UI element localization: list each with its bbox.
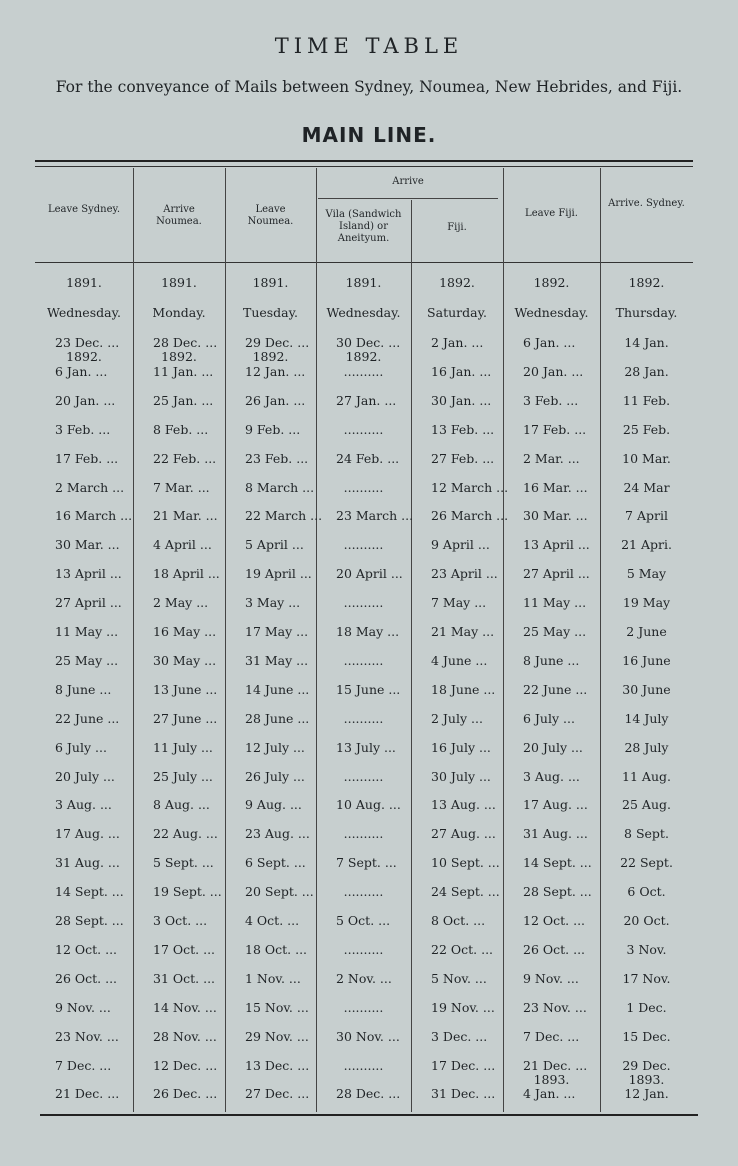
table-cell: 25 Feb. xyxy=(622,421,671,437)
table-cell: 2 June xyxy=(626,624,667,639)
table-cell: 3 Dec. ... xyxy=(431,1028,488,1044)
table-cell: 11 May ... xyxy=(55,624,119,639)
table-cell: 31 Dec. ... xyxy=(431,1086,496,1102)
year-break-1892: 1892. xyxy=(161,349,197,364)
table-cell: 30 June xyxy=(622,681,671,697)
day-heading: Monday. xyxy=(152,305,206,320)
table-cell: 24 Feb. ... xyxy=(336,450,400,466)
year-break-1892: 1892. xyxy=(66,349,102,364)
table-cell: 23 Dec. ... xyxy=(55,335,120,350)
table-cell: 6 July ... xyxy=(55,739,107,755)
table-cell: 10 Aug. ... xyxy=(336,797,401,813)
table-cell: 28 July xyxy=(624,739,669,755)
table-cell: 20 Jan. ... xyxy=(55,392,116,408)
table-cell: 29 Nov. ... xyxy=(245,1028,309,1044)
table-cell: 13 June ... xyxy=(153,681,218,697)
table-cell: 26 Dec. ... xyxy=(153,1086,218,1102)
top-thin-rule xyxy=(35,166,693,167)
table-cell: 17 Dec. ... xyxy=(431,1057,496,1073)
table-cell: 18 April ... xyxy=(153,566,220,582)
table-cell: 3 Feb. ... xyxy=(523,392,579,408)
table-cell: 25 Jan. ... xyxy=(153,392,214,408)
table-cell: 17 May ... xyxy=(245,624,309,639)
year-heading: 1892. xyxy=(628,275,665,290)
table-cell: 8 March ... xyxy=(245,479,315,495)
table-cell: 5 May xyxy=(626,566,667,582)
table-cell: 26 Jan. ... xyxy=(245,392,306,408)
table-cell: 18 May ... xyxy=(336,624,400,639)
table-cell: 24 Sept. ... xyxy=(431,884,500,900)
table-cell: 9 Nov. ... xyxy=(55,999,111,1015)
table-cell: 12 March ... xyxy=(431,479,509,495)
table-cell: 14 Jan. xyxy=(624,335,669,350)
table-cell: 31 Aug. ... xyxy=(523,826,588,842)
table-cell: 16 May ... xyxy=(153,624,217,639)
table-cell: 13 Aug. ... xyxy=(431,797,496,813)
table-cell: 9 April ... xyxy=(431,537,490,553)
table-cell: 8 Oct. ... xyxy=(431,913,486,928)
table-cell: 11 Aug. xyxy=(622,768,671,784)
table-cell: 31 May ... xyxy=(245,652,309,668)
table-cell: 9 Nov. ... xyxy=(523,970,579,986)
table-cell: 7 Dec. ... xyxy=(55,1057,112,1073)
table-cell: 19 May xyxy=(622,595,671,611)
table-cell: 1 Dec. xyxy=(626,999,667,1015)
table-cell: .......... xyxy=(343,884,384,900)
table-cell: .......... xyxy=(343,826,384,842)
table-cell: .......... xyxy=(343,479,384,495)
table-cell: 28 Dec. ... xyxy=(153,335,218,350)
table-cell: 15 Nov. ... xyxy=(245,999,309,1015)
table-cell: 22 Sept. xyxy=(620,855,673,871)
table-cell: 31 Aug. ... xyxy=(55,855,120,871)
year-break-1893: 1893. xyxy=(533,1071,570,1087)
table-cell: .......... xyxy=(343,421,384,437)
table-cell: 17 Aug. ... xyxy=(523,797,588,813)
table-cell: 7 Mar. ... xyxy=(153,479,210,495)
table-cell: 17 Feb. ... xyxy=(523,421,587,437)
table-cell: 12 Jan. ... xyxy=(245,363,306,379)
table-cell: 7 Sept. ... xyxy=(336,855,397,871)
table-cell: 23 March ... xyxy=(336,508,414,524)
table-cell: 19 Sept. ... xyxy=(153,884,222,900)
table-cell: 16 Jan. ... xyxy=(431,363,492,379)
table-cell: 30 Dec. ... xyxy=(336,335,401,350)
table-cell: 9 Feb. ... xyxy=(245,421,301,437)
table-cell: 20 July ... xyxy=(523,739,583,755)
table-cell: 17 Aug. ... xyxy=(55,826,120,842)
table-cell: 5 Oct. ... xyxy=(336,913,391,928)
table-cell: 31 Oct. ... xyxy=(153,970,216,986)
table-cell: 2 July ... xyxy=(431,710,483,726)
column-header-c1: Arrive Noumea. xyxy=(156,204,202,227)
year-heading: 1892. xyxy=(439,275,475,290)
table-cell: 30 July ... xyxy=(431,768,491,784)
table-cell: 25 May ... xyxy=(55,652,119,668)
table-cell: 22 Feb. ... xyxy=(153,450,217,466)
table-cell: 3 Nov. xyxy=(626,941,667,957)
table-cell: 5 April ... xyxy=(245,537,304,553)
table-cell: 7 Dec. ... xyxy=(523,1028,580,1044)
table-cell: 21 May ... xyxy=(431,624,495,639)
table-cell: 8 Sept. xyxy=(624,826,669,842)
year-heading: 1891. xyxy=(66,275,102,290)
table-cell: 18 June ... xyxy=(431,681,496,697)
table-cell: 11 Feb. xyxy=(622,392,671,408)
table-cell: 29 Dec. xyxy=(622,1057,671,1073)
table-cell: 2 Nov. ... xyxy=(336,970,392,986)
table-cell: 23 April ... xyxy=(431,566,498,582)
table-cell: 3 Aug. ... xyxy=(523,768,580,784)
table-cell: 30 Mar. ... xyxy=(523,508,588,524)
table-cell: 13 April ... xyxy=(523,537,590,553)
table-cell: 21 Dec. ... xyxy=(523,1057,588,1073)
table-cell: 15 June ... xyxy=(336,681,401,697)
table-cell: .......... xyxy=(343,537,384,553)
table-cell: 4 Oct. ... xyxy=(245,913,300,928)
table-cell: 11 Jan. ... xyxy=(153,363,214,379)
table-cell: 13 Feb. ... xyxy=(431,421,495,437)
table-cell: 17 Feb. ... xyxy=(55,450,119,466)
table-cell: 2 March ... xyxy=(55,479,125,495)
table-cell: 28 Sept. ... xyxy=(523,884,592,900)
table-cell: 23 Feb. ... xyxy=(245,450,309,466)
table-cell: 8 June ... xyxy=(55,681,112,697)
table-cell: 3 May ... xyxy=(245,595,301,611)
section-title: MAIN LINE. xyxy=(301,123,437,147)
table-cell: 27 April ... xyxy=(523,566,590,582)
table-cell: 10 Sept. ... xyxy=(431,855,500,871)
table-cell: 7 May ... xyxy=(431,595,487,611)
table-cell: 9 Aug. ... xyxy=(245,797,302,813)
table-cell: 16 March ... xyxy=(55,508,133,524)
table-cell: 15 Dec. xyxy=(622,1028,671,1044)
page-title: TIME TABLE xyxy=(274,34,464,58)
table-cell: 6 Oct. xyxy=(627,884,666,900)
table-cell: 4 Jan. ... xyxy=(523,1086,576,1102)
table-cell: 21 Mar. ... xyxy=(153,508,218,524)
table-cell: 3 Aug. ... xyxy=(55,797,112,813)
table-cell: 28 Dec. ... xyxy=(336,1086,401,1102)
table-cell: 13 July ... xyxy=(336,739,396,755)
table-cell: 12 Jan. xyxy=(624,1086,669,1102)
table-cell: 14 Sept. ... xyxy=(55,884,124,900)
table-cell: 27 Dec. ... xyxy=(245,1086,310,1102)
column-header-c4: Fiji. xyxy=(447,222,467,233)
table-cell: 8 June ... xyxy=(523,652,580,668)
year-break-1893: 1893. xyxy=(628,1071,665,1087)
table-cell: 10 Mar. xyxy=(622,450,671,466)
table-cell: 14 Nov. ... xyxy=(153,999,217,1015)
year-heading: 1891. xyxy=(345,275,382,290)
table-cell: 3 Oct. ... xyxy=(153,913,208,928)
table-cell: 23 Aug. ... xyxy=(245,826,310,842)
table-cell: 2 Mar. ... xyxy=(523,450,580,466)
table-cell: 27 Feb. ... xyxy=(431,450,495,466)
table-cell: 12 July ... xyxy=(245,739,305,755)
table-cell: 23 Nov. ... xyxy=(523,999,587,1015)
year-break-1892: 1892. xyxy=(252,349,289,364)
top-rule xyxy=(35,160,693,162)
column-header-c5: Leave Fiji. xyxy=(525,208,578,219)
table-cell: 30 May ... xyxy=(153,652,217,668)
table-cell: 8 Feb. ... xyxy=(153,421,209,437)
bottom-rule xyxy=(40,1114,698,1116)
column-header-c0: Leave Sydney. xyxy=(47,204,121,215)
table-cell: 22 Aug. ... xyxy=(153,826,218,842)
table-cell: 7 April xyxy=(625,508,668,524)
day-heading: Thursday. xyxy=(615,305,678,320)
day-heading: Wednesday. xyxy=(47,305,121,320)
table-cell: 26 Oct. ... xyxy=(523,941,586,957)
table-cell: .......... xyxy=(343,363,384,379)
table-cell: 25 July ... xyxy=(153,768,213,784)
table-cell: 24 Mar xyxy=(623,479,670,495)
table-cell: 17 Nov. xyxy=(622,970,671,986)
table-cell: 25 Aug. xyxy=(622,797,671,813)
table-cell: 22 June ... xyxy=(55,710,120,726)
table-cell: 17 Oct. ... xyxy=(153,941,216,957)
table-cell: 28 Jan. xyxy=(624,363,669,379)
table-cell: .......... xyxy=(343,1057,384,1073)
table-cell: 18 Oct. ... xyxy=(245,941,308,957)
table-cell: 22 June ... xyxy=(523,681,588,697)
table-cell: 30 Mar. ... xyxy=(55,537,120,553)
year-heading: 1891. xyxy=(161,275,197,290)
table-cell: 12 Oct. ... xyxy=(523,913,586,928)
table-cell: 8 Aug. ... xyxy=(153,797,210,813)
table-cell: 21 Dec. ... xyxy=(55,1086,120,1102)
day-heading: Wednesday. xyxy=(514,305,589,320)
year-heading: 1891. xyxy=(252,275,289,290)
table-cell: 27 April ... xyxy=(55,595,122,611)
table-cell: 19 April ... xyxy=(245,566,312,582)
table-cell: .......... xyxy=(343,595,384,611)
table-cell: 28 Sept. ... xyxy=(55,913,124,928)
table-cell: 4 June ... xyxy=(431,652,488,668)
day-heading: Wednesday. xyxy=(326,305,401,320)
table-cell: 22 Oct. ... xyxy=(431,941,494,957)
table-cell: 11 May ... xyxy=(523,595,587,611)
table-cell: 6 Jan. ... xyxy=(55,363,108,379)
table-cell: 5 Nov. ... xyxy=(431,970,487,986)
table-cell: 2 Jan. ... xyxy=(431,335,484,350)
table-cell: 29 Dec. ... xyxy=(245,335,310,350)
table-cell: 12 Dec. ... xyxy=(153,1057,218,1073)
table-cell: 6 Sept. ... xyxy=(245,855,306,871)
column-header-c6: Arrive. Sydney. xyxy=(608,198,685,209)
table-cell: 27 Aug. ... xyxy=(431,826,496,842)
table-cell: 14 Sept. ... xyxy=(523,855,592,871)
day-heading: Tuesday. xyxy=(242,305,299,320)
table-cell: 21 Apri. xyxy=(621,537,672,553)
table-cell: 28 June ... xyxy=(245,710,310,726)
table-cell: 16 Mar. ... xyxy=(523,479,588,495)
year-heading: 1892. xyxy=(533,275,570,290)
table-cell: 6 Jan. ... xyxy=(523,335,576,350)
table-cell: 27 June ... xyxy=(153,710,218,726)
arrive-group-rule xyxy=(318,198,498,199)
table-cell: .......... xyxy=(343,941,384,957)
table-cell: 25 May ... xyxy=(523,624,587,639)
table-cell: 26 July ... xyxy=(245,768,305,784)
table-cell: 23 Nov. ... xyxy=(55,1028,119,1044)
table-cell: 30 Nov. ... xyxy=(336,1028,400,1044)
table-cell: 12 Oct. ... xyxy=(55,941,118,957)
table-cell: 26 March ... xyxy=(431,508,509,524)
table-cell: 4 April ... xyxy=(153,537,212,553)
page-subtitle: For the conveyance of Mails between Sydney, Noumea, New Hebrides, and Fiji. xyxy=(55,78,683,96)
table-cell: 3 Feb. ... xyxy=(55,421,111,437)
table-cell: .......... xyxy=(343,710,384,726)
table-cell: 1 Nov. ... xyxy=(245,970,301,986)
column-divider xyxy=(411,200,412,1112)
table-cell: 14 June ... xyxy=(245,681,310,697)
table-cell: 20 April ... xyxy=(336,566,403,582)
table-cell: 20 July ... xyxy=(55,768,115,784)
table-cell: 28 Nov. ... xyxy=(153,1028,217,1044)
column-header-c2: Leave Noumea. xyxy=(247,204,294,227)
table-cell: 20 Jan. ... xyxy=(523,363,584,379)
table-cell: 26 Oct. ... xyxy=(55,970,118,986)
table-cell: 22 March ... xyxy=(245,508,323,524)
table-cell: 16 June xyxy=(622,652,671,668)
table-cell: 5 Sept. ... xyxy=(153,855,214,871)
table-cell: 6 July ... xyxy=(523,710,575,726)
table-cell: 2 May ... xyxy=(153,595,209,611)
table-cell: 20 Sept. ... xyxy=(245,884,314,900)
table-cell: 19 Nov. ... xyxy=(431,999,495,1015)
table-cell: 20 Oct. xyxy=(623,913,670,928)
table-cell: .......... xyxy=(343,768,384,784)
table-cell: 13 Dec. ... xyxy=(245,1057,310,1073)
table-cell: 16 July ... xyxy=(431,739,491,755)
year-break-1892: 1892. xyxy=(345,349,382,364)
table-cell: .......... xyxy=(343,999,384,1015)
table-cell: 11 July ... xyxy=(153,739,213,755)
table-cell: 27 Jan. ... xyxy=(336,392,397,408)
table-cell: 30 Jan. ... xyxy=(431,392,492,408)
table-cell: .......... xyxy=(343,652,384,668)
table-cell: 14 July xyxy=(624,710,669,726)
table-cell: 13 April ... xyxy=(55,566,122,582)
day-heading: Saturday. xyxy=(427,305,487,320)
arrive-group-header: Arrive xyxy=(392,176,424,187)
column-header-c3: Vila (Sandwich Island) or Aneityum. xyxy=(325,209,402,244)
